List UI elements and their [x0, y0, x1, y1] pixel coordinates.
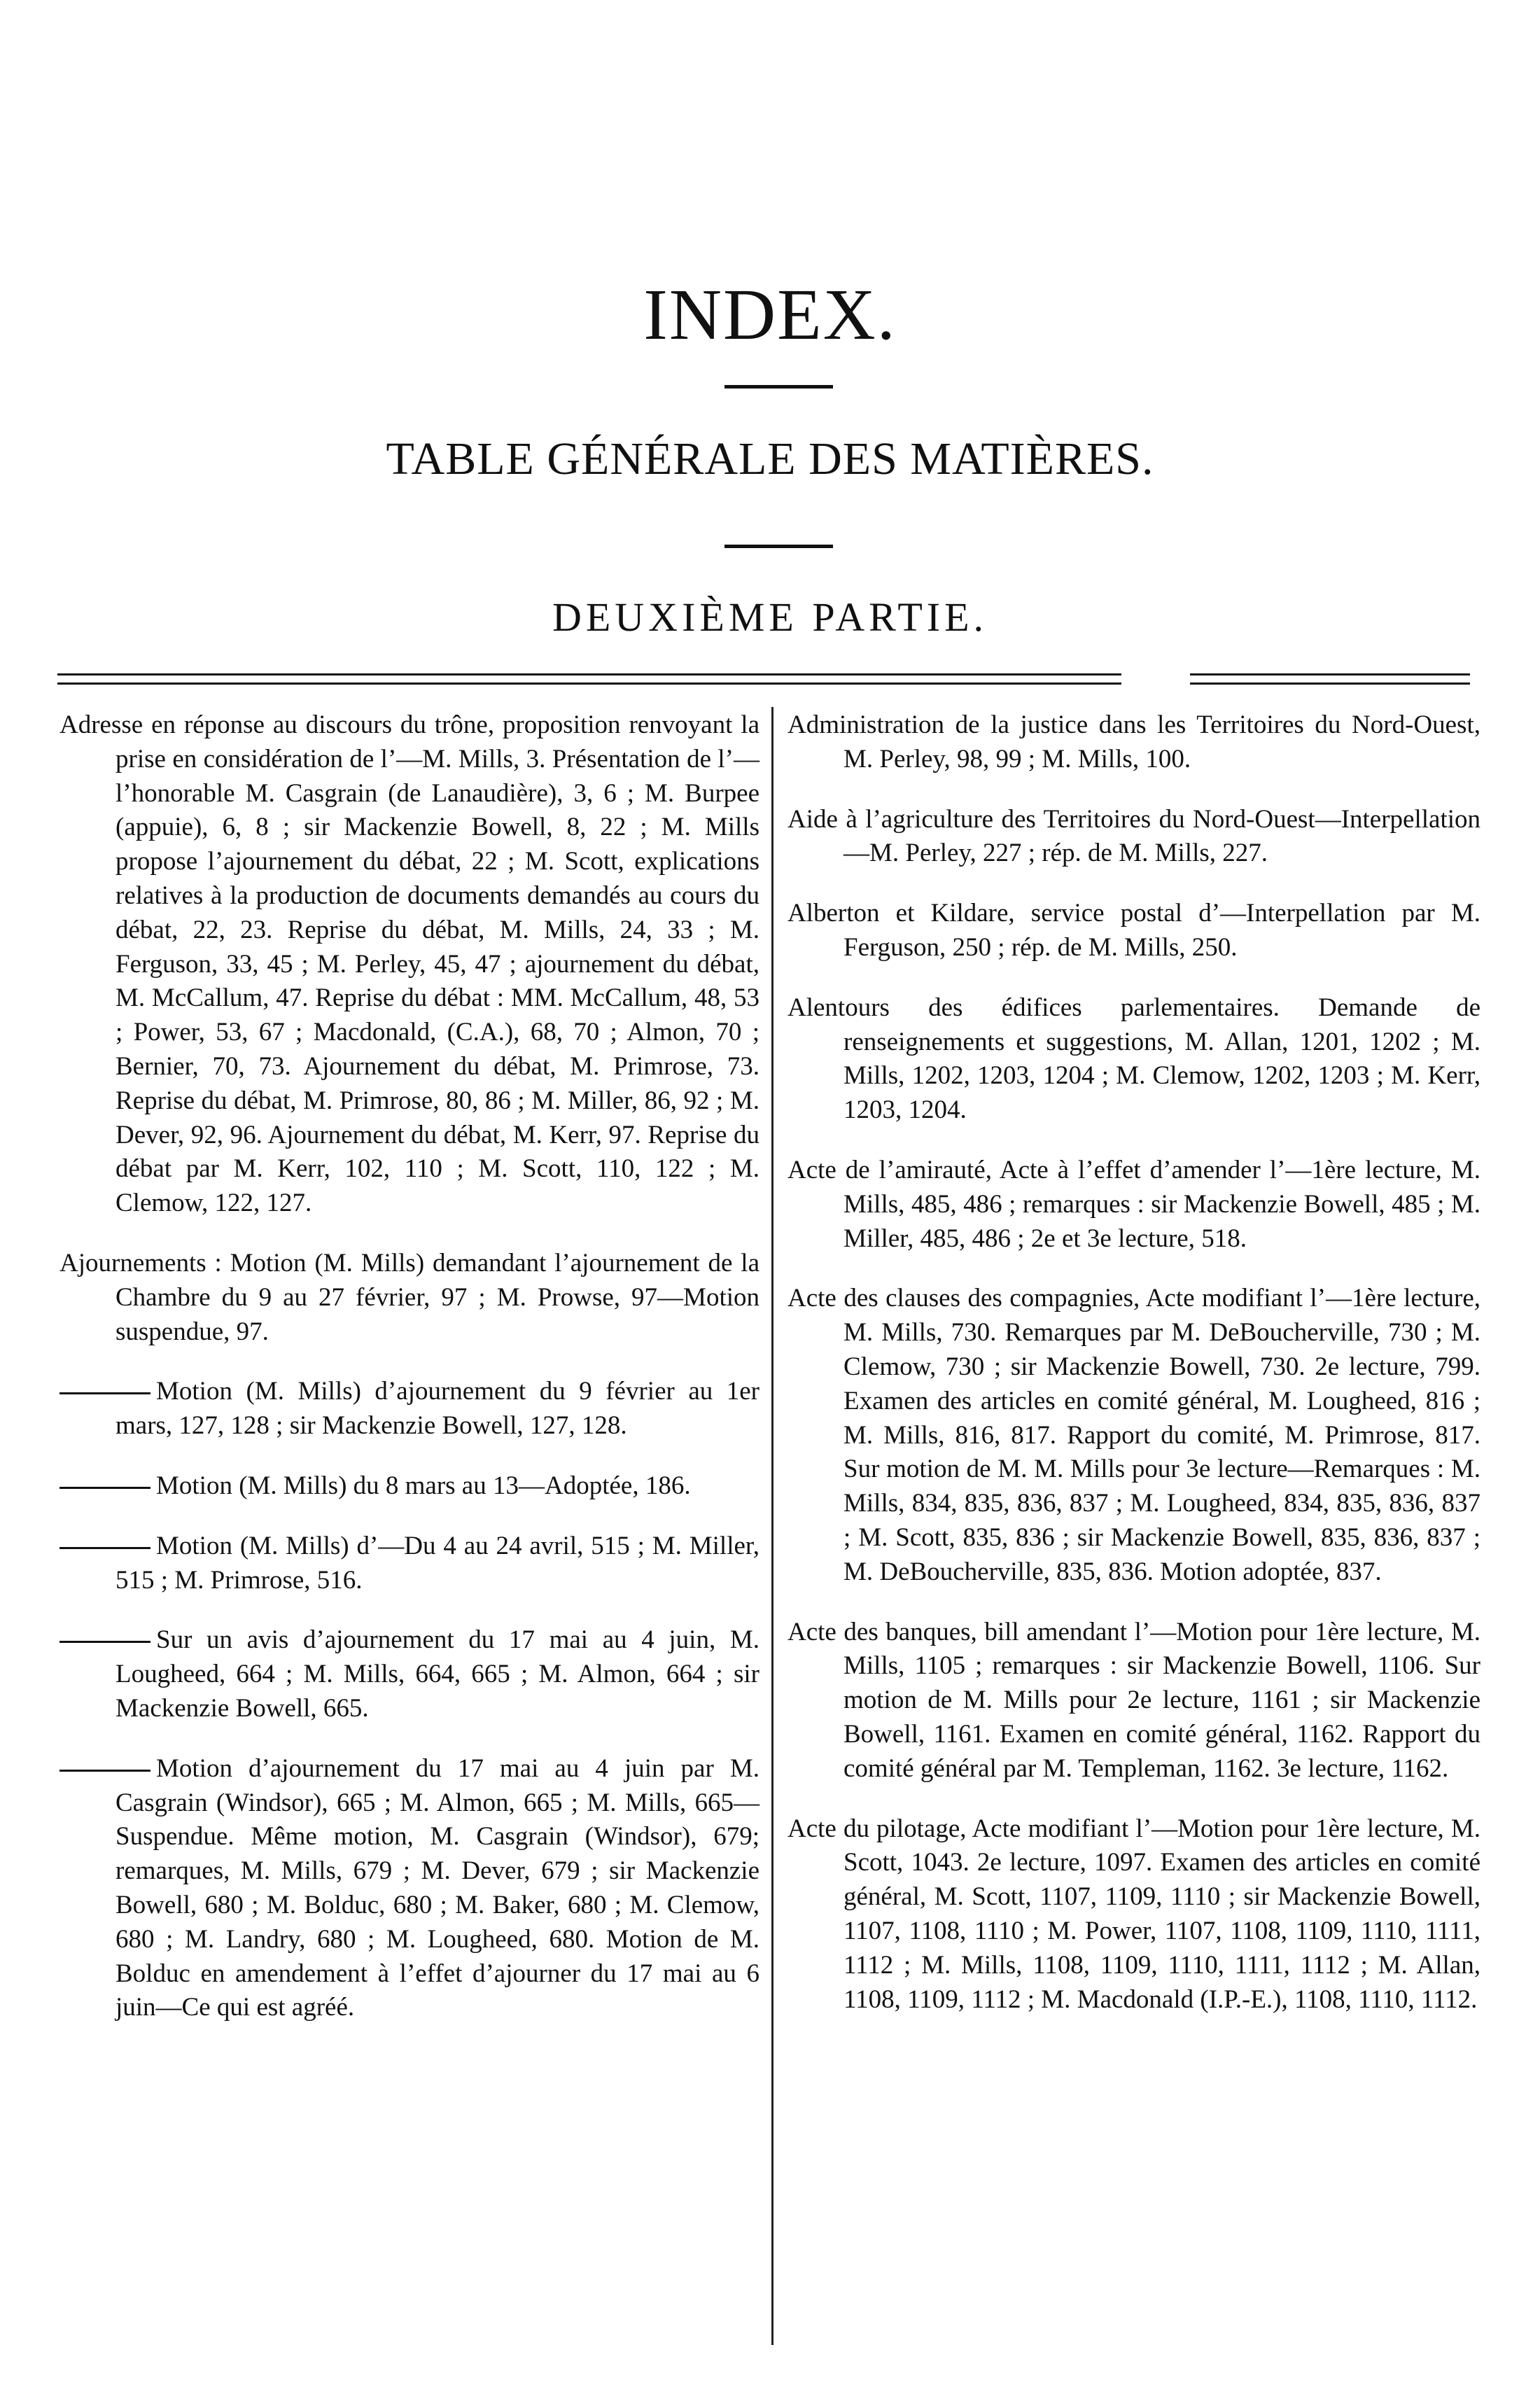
repeat-dash: [59, 1547, 150, 1549]
index-entry: Acte des clauses des compagnies, Acte modifiant l’—1ère lecture, M. Mills, 730. Remarques par M. DeBoucherville, 730 ; M. Clemow, 730 ; sir Mackenzie Bowell, 730. 2e lecture, 799. Examen des articles en comité général, M. Lougheed, 816 ; M. Mills, 816, 817. Rapport du comité, M. Primrose, 817. Sur motion de M. M. Mills pour 3e lecture—Remarques : M. Mills, 834, 835, 836, 837 ; M. Lougheed, 834, 835, 836, 837 ; M. Scott, 835, 836 ; sir Mackenzie Bowell, 835, 836, 837 ; M. DeBoucherville, 835, 836. Motion adoptée, 837.: [788, 1284, 1480, 1586]
index-entry: Aide à l’agriculture des Territoires du Nord-Ouest—Interpellation—M. Perley, 227 ; rép. de M. Mills, 227.: [788, 804, 1480, 868]
double-rule-right: [1190, 673, 1470, 685]
right-column: [788, 708, 1480, 2024]
double-rule-left: [57, 673, 1121, 685]
index-entry: Administration de la justice dans les Territoires du Nord-Ouest, M. Perley, 98, 99 ; M. Mills, 100.: [788, 710, 1480, 774]
index-entry: Ajournements : Motion (M. Mills) demandant l’ajournement de la Chambre du 9 au 27 février, 97 ; M. Prowse, 97—Motion suspendue, 97.: [59, 1248, 760, 1346]
repeat-dash: [59, 1487, 150, 1489]
title-rule: [724, 385, 833, 388]
index-subentry: Sur un avis d’ajournement du 17 mai au 4 juin, M. Lougheed, 664 ; M. Mills, 664, 665 ; M. Almon, 664 ; sir Mackenzie Bowell, 665.: [59, 1623, 760, 1726]
index-entry: Acte des banques, bill amendant l’—Motion pour 1ère lecture, M. Mills, 1105 ; remarques : sir Mackenzie Bowell, 1106. Sur motion de M. Mills pour 2e lecture, 1161 ; sir Mackenzie Bowell, 1161. Examen en comité général, 1162. Rapport du comité général par M. Templeman, 1162. 3e lecture, 1162.: [788, 1617, 1480, 1783]
left-column: [59, 708, 760, 2032]
part-heading: DEUXIÈME PARTIE.: [552, 594, 988, 640]
subtitle-rule: [724, 545, 833, 548]
repeat-dash: [59, 1392, 150, 1394]
repeat-dash: [59, 1641, 150, 1643]
index-subentry: Motion d’ajournement du 17 mai au 4 juin par M. Casgrain (Windsor), 665 ; M. Almon, 665 ; M. Mills, 665—Suspendue. Même motion, M. Casgrain (Windsor), 679; remarques, M. Mills, 679 ; M. Dever, 679 ; sir Mackenzie Bowell, 680 ; M. Bolduc, 680 ; M. Baker, 680 ; M. Clemow, 680 ; M. Landry, 680 ; M. Lougheed, 680. Motion de M. Bolduc en amendement à l’effet d’ajourner du 17 mai au 6 juin—Ce qui est agréé.: [59, 1752, 760, 2025]
index-subentry: Motion (M. Mills) d’—Du 4 au 24 avril, 515 ; M. Miller, 515 ; M. Primrose, 516.: [59, 1530, 760, 1598]
index-entry: Alberton et Kildare, service postal d’—Interpellation par M. Ferguson, 250 ; rép. de M. Mills, 250.: [788, 899, 1480, 962]
index-entry: Alentours des édifices parlementaires. Demande de renseignements et suggestions, M. Allan, 1201, 1202 ; M. Mills, 1202, 1203, 1204 ; M. Clemow, 1202, 1203 ; M. Kerr, 1203, 1204.: [788, 993, 1480, 1125]
index-entry: Acte du pilotage, Acte modifiant l’—Motion pour 1ère lecture, M. Scott, 1043. 2e lecture, 1097. Examen des articles en comité général, M. Scott, 1107, 1109, 1110 ; sir Mackenzie Bowell, 1107, 1108, 1110 ; M. Power, 1107, 1108, 1109, 1110, 1111, 1112 ; M. Mills, 1108, 1109, 1110, 1111, 1112 ; M. Allan, 1108, 1109, 1112 ; M. Macdonald (I.P.-E.), 1108, 1110, 1112.: [788, 1814, 1480, 2014]
index-subentry: Motion (M. Mills) du 8 mars au 13—Adoptée, 186.: [59, 1469, 760, 1504]
index-entry: Adresse en réponse au discours du trône, proposition renvoyant la prise en considération de l’—M. Mills, 3. Présentation de l’—l’honorable M. Casgrain (de Lanaudière), 3, 6 ; M. Burpee (appuie), 6, 8 ; sir Mackenzie Bowell, 8, 22 ; M. Mills propose l’ajournement du débat, 22 ; M. Scott, explications relatives à la production de documents demandés au cours du débat, 22, 23. Reprise du débat, M. Mills, 24, 33 ; M. Ferguson, 33, 45 ; M. Perley, 45, 47 ; ajournement du débat, M. McCallum, 47. Reprise du débat : MM. McCallum, 48, 53 ; Power, 53, 67 ; Macdonald, (C.A.), 68, 70 ; Almon, 70 ; Bernier, 70, 73. Ajournement du débat, M. Primrose, 73. Reprise du débat, M. Primrose, 80, 86 ; M. Miller, 86, 92 ; M. Dever, 92, 96. Ajournement du débat, M. Kerr, 97. Reprise du débat par M. Kerr, 102, 110 ; M. Scott, 110, 122 ; M. Clemow, 122, 127.: [59, 710, 760, 1218]
index-entry: Acte de l’amirauté, Acte à l’effet d’amender l’—1ère lecture, M. Mills, 485, 486 ; remarques : sir Mackenzie Bowell, 485 ; M. Miller, 485, 486 ; 2e et 3e lecture, 518.: [788, 1155, 1480, 1253]
page-subtitle: TABLE GÉNÉRALE DES MATIÈRES.: [386, 433, 1154, 484]
index-subentry: Motion (M. Mills) d’ajournement du 9 février au 1er mars, 127, 128 ; sir Mackenzie Bowell, 127, 128.: [59, 1375, 760, 1443]
repeat-dash: [59, 1770, 150, 1772]
page-title: INDEX.: [643, 274, 897, 355]
column-divider: [771, 707, 774, 2345]
